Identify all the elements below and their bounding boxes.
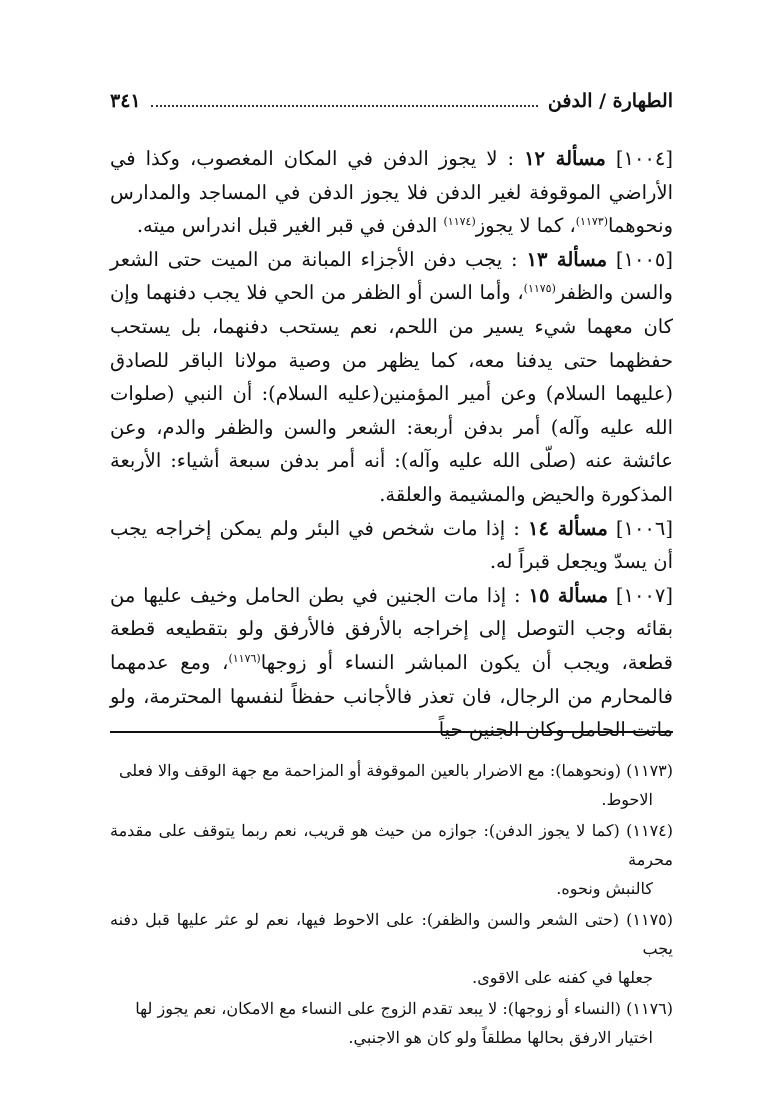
paragraph-text: : إذا مات الجنين في بطن الحامل وخيف عليها من بقائه وجب التوصل إلى إخراجه بالأرفق فالأرفق ولو بتقطيعه قطعة قطعة، ويجب أن يكون المباشر النساء أو زوجها — [110, 583, 673, 674]
footnotes-section — [110, 756, 673, 1054]
issue-paragraph-1005 — [110, 243, 673, 512]
footnote-1176 — [110, 994, 673, 1052]
paragraph-text: الدفن في قبر الغير قبل اندراس ميته. — [136, 214, 444, 238]
main-text — [110, 142, 673, 747]
footnote-text-continued: كالنبش ونحوه. — [556, 879, 653, 898]
page-number: ٣٤١ — [110, 90, 141, 112]
paragraph-text: ، كما لا يجوز — [475, 214, 576, 238]
paragraph-number: [١٠٠٤] — [615, 147, 673, 170]
footnote-text-continued: جعلها في كفنه على الاقوى. — [472, 968, 653, 987]
footnote-ref: (١١٧٥) — [523, 282, 556, 296]
issue-paragraph-1006 — [110, 512, 673, 579]
footnote-divider — [110, 731, 673, 733]
header-dot-leader — [151, 91, 538, 107]
issue-label: مسألة ١٣ — [526, 247, 608, 271]
issue-label: مسألة ١٢ — [524, 147, 606, 170]
issue-paragraph-1004 — [110, 142, 673, 243]
footnote-ref-term: (حتى الشعر والسن والظفر): — [421, 910, 620, 929]
footnote-number: (١١٧٦) — [626, 999, 673, 1018]
paragraph-text: ، ومع عدمهما فالمحارم من الرجال، فان تعذر فالأجانب حفظاً لنفسها المحترمة، ولو ماتت الحامل وكان الجنين حياً — [110, 650, 673, 742]
footnote-1175 — [110, 905, 673, 992]
footnote-ref-term: (كما لا يجوز الدفن): — [483, 821, 620, 840]
paragraph-text: : إذا مات شخص في البئر ولم يمكن إخراجه يجب أن يسدّ ويجعل قبراً له. — [110, 516, 673, 574]
footnote-ref-term: (النساء أو زوجها): — [502, 999, 622, 1018]
footnote-number: (١١٧٣) — [626, 761, 673, 780]
footnote-ref: (١١٧٣) — [575, 215, 608, 229]
footnote-text-continued: اختيار الارفق بحالها مطلقاً ولو كان هو الاجنبي. — [348, 1028, 653, 1047]
footnote-ref-term: (ونحوهما): — [549, 761, 622, 780]
issue-label: مسألة ١٤ — [527, 516, 608, 540]
paragraph-number: [١٠٠٥] — [615, 247, 674, 271]
chapter-title: الطهارة / الدفن — [547, 90, 673, 112]
paragraph-text: : لا يجوز الدفن في المكان المغصوب، وكذا في الأراضي الموقوفة لغير الدفن فلا يجوز الدفن في المساجد والمدارس ونحوهما — [110, 147, 673, 238]
paragraph-text: : يجب دفن الأجزاء المبانة من الميت حتى الشعر والسن والظفر — [110, 247, 673, 305]
footnote-1173 — [110, 756, 673, 814]
page-header — [110, 90, 673, 112]
footnote-text: على الاحوط فيها، نعم لو عثر عليها قبل دفنه يجب — [110, 910, 673, 958]
issue-paragraph-1007 — [110, 579, 673, 747]
footnote-text: مع الاضرار بالعين الموقوفة أو المزاحمة مع جهة الوقف والا فعلى — [118, 761, 545, 780]
footnote-text: لا يبعد تقدم الزوج على النساء مع الامكان، نعم يجوز لها — [135, 999, 498, 1018]
footnote-number: (١١٧٤) — [626, 821, 673, 840]
footnote-text: جوازه من حيث هو قريب، نعم ربما يتوقف على مقدمة محرمة — [110, 821, 673, 869]
footnote-1174 — [110, 816, 673, 903]
footnote-ref: (١١٧٦) — [228, 651, 261, 665]
issue-label: مسألة ١٥ — [528, 583, 609, 607]
footnote-text-continued: الاحوط. — [601, 790, 653, 809]
paragraph-number: [١٠٠٧] — [615, 583, 673, 607]
footnote-number: (١١٧٥) — [626, 910, 673, 929]
footnote-ref: (١١٧٤) — [443, 215, 476, 229]
paragraph-text: ، وأما السن أو الظفر من الحي فلا يجب دفنهما وإن كان معهما شيء يسير من اللحم، نعم يستحب دفنهما، بل يستحب حفظهما حتى يدفنا معه، كما يظهر من وصية مولانا الباقر للصادق (عليهما السلام) وعن أمير المؤمنين(عليه السلام): أن النبي (صلوات الله عليه وآله) أمر بدفن أربعة: الشعر والسن والظفر والدم، وعن عائشة عنه (صلّى الله عليه وآله): أنه أمر بدفن سبعة أشياء: الأربعة المذكورة والحيض والمشيمة والعلقة. — [110, 281, 673, 506]
paragraph-number: [١٠٠٦] — [615, 516, 673, 540]
